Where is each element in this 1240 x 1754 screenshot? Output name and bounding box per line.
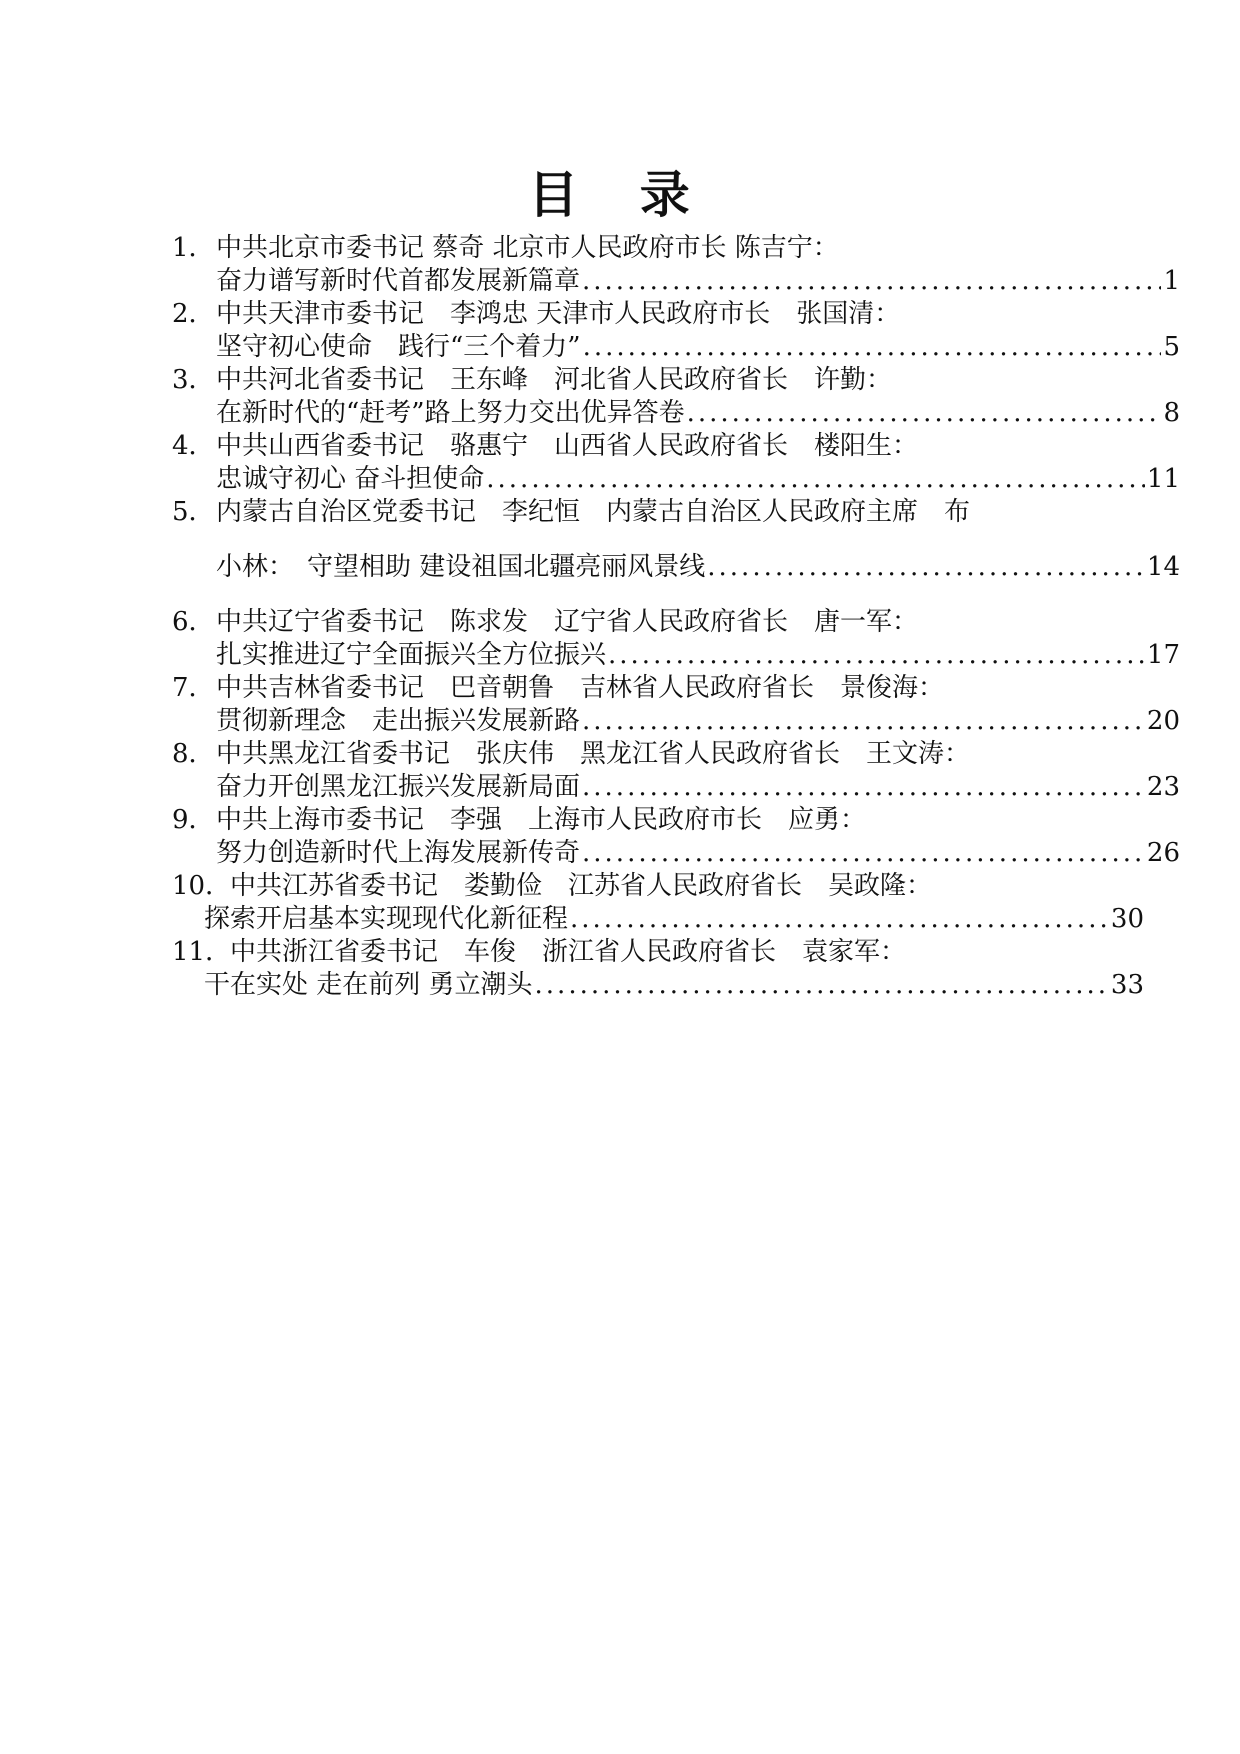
entry-page-number: 14 [1146,552,1180,582]
entry-page-number: 33 [1110,970,1144,1000]
toc-entry[interactable] [172,496,1180,584]
dot-leader [486,463,1145,496]
dot-leader [582,837,1145,870]
entry-page-number: 26 [1146,838,1180,868]
toc-entry[interactable] [172,936,1180,1002]
entry-heading: 中共黑龙江省委书记 张庆伟 黑龙江省人民政府省长 王文涛： [216,739,971,769]
entry-number: 3． [172,365,215,395]
entry-heading: 中共辽宁省委书记 陈求发 辽宁省人民政府省长 唐一军： [216,607,919,637]
entry-page-number: 1 [1163,266,1180,296]
toc-title: 目 录 [528,166,712,224]
entry-title: 扎实推进辽宁全面振兴全方位振兴 [216,640,607,670]
entry-heading: 中共北京市委书记 蔡奇 北京市人民政府市长 陈吉宁： [216,233,839,263]
entry-title: 干在实处 走在前列 勇立潮头 [204,970,533,1000]
entry-heading: 内蒙古自治区党委书记 李纪恒 内蒙古自治区人民政府主席 布 [216,497,971,527]
entry-number: 4． [172,431,215,461]
entry-page-number: 11 [1146,464,1180,494]
entry-number: 10． [172,871,232,901]
entry-heading: 中共浙江省委书记 车俊 浙江省人民政府省长 袁家军： [230,937,907,967]
entry-heading: 中共河北省委书记 王东峰 河北省人民政府省长 许勤： [216,365,893,395]
toc-entry[interactable] [172,364,1180,430]
entry-page-number: 20 [1146,706,1180,736]
entry-title: 努力创造新时代上海发展新传奇 [216,838,581,868]
entry-heading: 中共吉林省委书记 巴音朝鲁 吉林省人民政府省长 景俊海： [216,673,945,703]
entry-heading: 中共天津市委书记 李鸿忠 天津市人民政府市长 张国清： [216,299,901,329]
toc-entry[interactable] [172,804,1180,870]
dot-leader [570,903,1109,936]
entry-title: 贯彻新理念 走出振兴发展新路 [216,706,581,736]
entry-title: 坚守初心使命 践行“三个着力” [216,332,581,362]
toc-entry[interactable] [172,870,1180,936]
toc-list [172,232,1180,1002]
entry-page-number: 8 [1163,398,1180,428]
entry-number: 9． [172,805,215,835]
entry-page-number: 17 [1146,640,1180,670]
entry-title: 在新时代的“赶考”路上努力交出优异答卷 [216,398,685,428]
entry-heading: 中共山西省委书记 骆惠宁 山西省人民政府省长 楼阳生： [216,431,919,461]
toc-entry[interactable] [172,298,1180,364]
toc-entry[interactable] [172,606,1180,672]
toc-entry[interactable] [172,738,1180,804]
dot-leader [582,771,1145,804]
dot-leader [582,265,1161,298]
dot-leader [707,551,1145,584]
entry-number: 1． [172,233,215,263]
entry-number: 2． [172,299,215,329]
dot-leader [583,331,1162,364]
entry-page-number: 23 [1146,772,1180,802]
entry-page-number: 5 [1163,332,1180,362]
toc-entry[interactable] [172,232,1180,298]
entry-title: 奋力开创黑龙江振兴发展新局面 [216,772,581,802]
entry-number: 8． [172,739,215,769]
entry-title: 忠诚守初心 奋斗担使命 [216,464,485,494]
entry-number: 6． [172,607,215,637]
entry-page-number: 30 [1110,904,1144,934]
entry-title: 小林： 守望相助 建设祖国北疆亮丽风景线 [216,552,706,582]
dot-leader [687,397,1162,430]
dot-leader [582,705,1145,738]
dot-leader [535,969,1109,1002]
entry-number: 11． [172,937,232,967]
dot-leader [608,639,1145,672]
entry-title: 探索开启基本实现现代化新征程 [204,904,569,934]
entry-heading: 中共上海市委书记 李强 上海市人民政府市长 应勇： [216,805,867,835]
entry-number: 5． [172,497,215,527]
entry-heading: 中共江苏省委书记 娄勤俭 江苏省人民政府省长 吴政隆： [230,871,933,901]
toc-entry[interactable] [172,672,1180,738]
entry-number: 7． [172,673,215,703]
toc-entry[interactable] [172,430,1180,496]
entry-title: 奋力谱写新时代首都发展新篇章 [216,266,581,296]
